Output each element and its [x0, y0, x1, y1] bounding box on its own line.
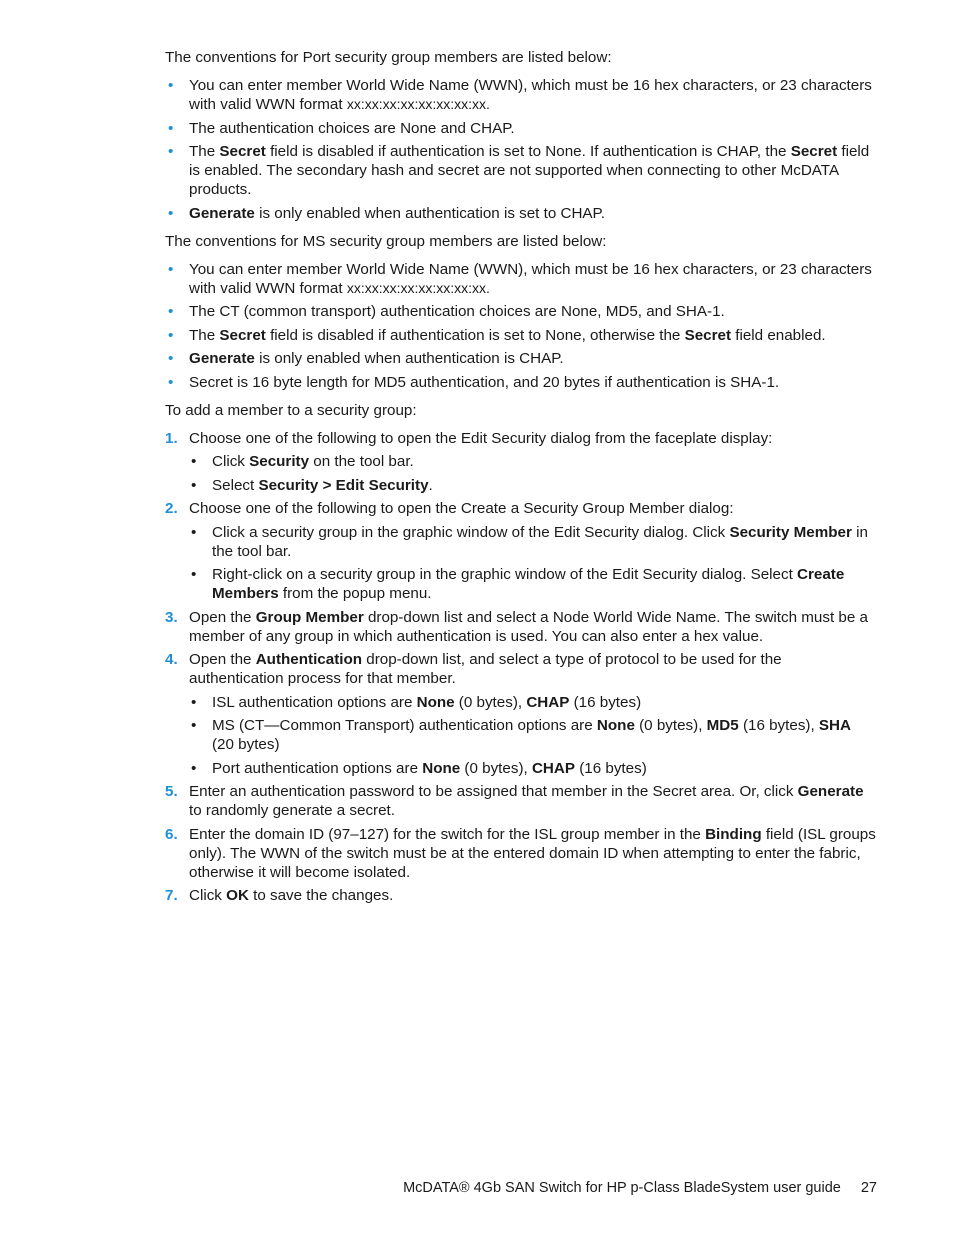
- sub-list: [189, 523, 877, 604]
- bullet-icon: •: [191, 693, 197, 711]
- bullet-icon: •: [191, 476, 197, 494]
- step-number: 7.: [165, 887, 178, 904]
- bullet-icon: •: [191, 523, 197, 541]
- procedure-steps: [165, 429, 877, 906]
- page-number: 27: [860, 1180, 877, 1196]
- step-3: 3. Open the Group Member drop-down list and select a Node World Wide Name. The switch must be a member of any group in which authentication is used. You can also enter a hex value.: [165, 608, 868, 645]
- bullet-icon: •: [168, 303, 174, 320]
- sub-item: • Right-click on a security group in the graphic window of the Edit Security dialog. Select Create Members from the popup menu.: [191, 566, 845, 602]
- ms-conventions-list: [165, 260, 877, 392]
- step-2: 2. Choose one of the following to open the Create a Security Group Member dialog: • Click a security group in the graphic window of the Edit Security dialog. Click Security Member in the tool bar. • Right-click on a security group in the graphic window of the Edit Security dialog. Select Create Members from the popup menu.: [165, 499, 877, 603]
- step-number: 4.: [165, 651, 178, 668]
- sub-item: • Port authentication options are None (0 bytes), CHAP (16 bytes): [191, 759, 647, 777]
- footer-title: McDATA® 4Gb SAN Switch for HP p-Class BladeSystem user guide: [403, 1180, 841, 1196]
- list-item: • Secret is 16 byte length for MD5 authentication, and 20 bytes if authentication is SHA-1.: [168, 373, 780, 391]
- list-item: • The Secret field is disabled if authentication is set to None, otherwise the Secret field enabled.: [168, 326, 826, 344]
- bullet-icon: •: [168, 143, 174, 160]
- sub-item: • MS (CT—Common Transport) authentication options are None (0 bytes), MD5 (16 bytes), SHA (20 bytes): [191, 717, 851, 753]
- sub-list: [189, 452, 877, 495]
- bullet-icon: •: [168, 119, 174, 137]
- page-footer: [300, 1180, 877, 1196]
- step-6: 6. Enter the domain ID (97–127) for the switch for the ISL group member in the Binding field (ISL groups only). The WWN of the switch must be at the entered domain ID when attempting to enter the fabric, otherwise it will become isolated.: [165, 825, 876, 881]
- sub-item: • ISL authentication options are None (0 bytes), CHAP (16 bytes): [191, 693, 642, 711]
- bullet-icon: •: [168, 260, 174, 278]
- step-number: 1.: [165, 429, 178, 447]
- step-number: 2.: [165, 500, 178, 517]
- bullet-icon: •: [168, 77, 174, 94]
- bullet-icon: •: [191, 566, 197, 583]
- step-number: 5.: [165, 783, 178, 800]
- sub-list: [189, 693, 877, 778]
- list-item: • Generate is only enabled when authentication is CHAP.: [168, 350, 564, 367]
- ms-conventions-intro: The conventions for MS security group members are listed below:: [165, 232, 607, 250]
- bullet-icon: •: [168, 373, 174, 391]
- list-item: • The CT (common transport) authentication choices are None, MD5, and SHA-1.: [168, 303, 725, 320]
- sub-item: • Select Security > Edit Security.: [191, 476, 433, 494]
- bullet-icon: •: [168, 350, 174, 367]
- sub-item: • Click Security on the tool bar.: [191, 453, 414, 470]
- list-item: • You can enter member World Wide Name (WWN), which must be 16 hex characters, or 23 characters with valid WWN format xx:xx:xx:xx:xx:xx:xx:xx.: [168, 77, 872, 113]
- list-item: • The Secret field is disabled if authentication is set to None. If authentication is CHAP, the Secret field is enabled. The secondary hash and secret are not supported when connecting to other McDATA products.: [168, 143, 870, 198]
- bullet-icon: •: [191, 717, 197, 734]
- step-7: 7. Click OK to save the changes.: [165, 887, 394, 904]
- step-5: 5. Enter an authentication password to be assigned that member in the Secret area. Or, click Generate to randomly generate a secret.: [165, 783, 864, 819]
- bullet-icon: •: [191, 759, 197, 777]
- list-item: • Generate is only enabled when authentication is set to CHAP.: [168, 204, 605, 222]
- bullet-icon: •: [168, 204, 174, 222]
- page-body: [165, 48, 877, 910]
- list-item: • The authentication choices are None and CHAP.: [168, 119, 515, 137]
- list-item: • You can enter member World Wide Name (WWN), which must be 16 hex characters, or 23 characters with valid WWN format xx:xx:xx:xx:xx:xx:xx:xx.: [168, 260, 872, 297]
- sub-item: • Click a security group in the graphic window of the Edit Security dialog. Click Security Member in the tool bar.: [191, 523, 868, 560]
- add-member-intro: To add a member to a security group:: [165, 401, 417, 419]
- port-conventions-intro: The conventions for Port security group members are listed below:: [165, 49, 612, 66]
- port-conventions-list: [165, 76, 877, 223]
- bullet-icon: •: [168, 326, 174, 344]
- step-number: 3.: [165, 608, 178, 626]
- step-1: 1. Choose one of the following to open the Edit Security dialog from the faceplate display: • Click Security on the tool bar. • Select Security > Edit Security.: [165, 429, 877, 495]
- step-number: 6.: [165, 825, 178, 843]
- step-4: 4. Open the Authentication drop-down list, and select a type of protocol to be used for the authentication process for that member. • ISL authentication options are None (0 bytes), CHAP (16 bytes) • MS (CT—Common Transport) authentication options are None (0 bytes), MD5 (16 bytes), SHA (20 bytes) • Port authentication options are None (0 bytes), CHAP (16 bytes): [165, 650, 877, 778]
- bullet-icon: •: [191, 453, 197, 470]
